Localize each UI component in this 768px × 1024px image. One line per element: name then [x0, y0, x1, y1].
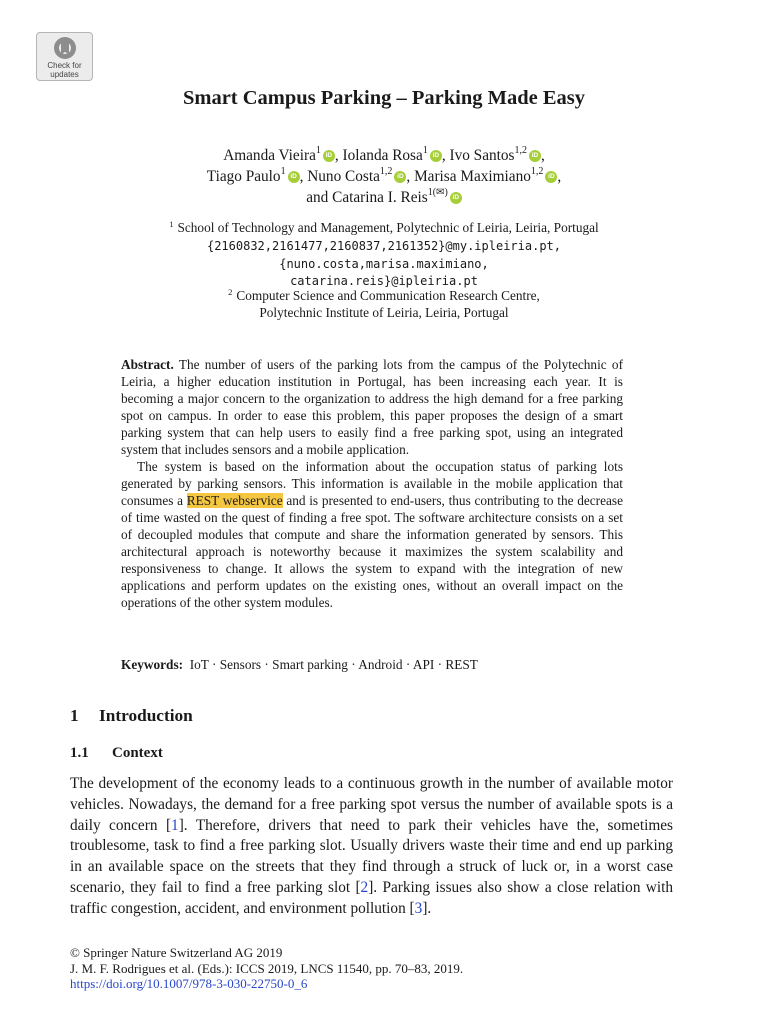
- email-line-2: {nuno.costa,marisa.maximiano,: [279, 257, 489, 271]
- check-for-updates-badge[interactable]: [36, 32, 93, 81]
- abstract-paragraph-2: The system is based on the information about the occupation status of parking lots generated by parking sensors. This information is available in the mobile application that consumes a REST webservice and is presented to end-users, thus contributing to the decrease of time wasted on the quest of finding a free spot. The software architecture consists on a set of decoupled modules that compute and share the information generated by sensors. This architectural approach is noteworthy because it maximizes the system scalability and responsiveness to change. It allows the system to expand with the integration of new applications and perform updates on the existing ones, without an overall impact on the operations of the other system modules.: [121, 459, 623, 610]
- author-line-1: Amanda Vieira$^1$iD , Iolanda Rosa$^1$iD , Ivo Santos$^{1,2}$iD ,: [223, 144, 545, 164]
- email-line-3: catarina.reis}@ipleiria.pt: [290, 274, 478, 288]
- citation-link[interactable]: 1: [171, 816, 179, 834]
- orcid-icon[interactable]: iD: [394, 171, 406, 183]
- paper-title: Smart Campus Parking – Parking Made Easy: [182, 87, 586, 109]
- author-line-3: and Catarina I. Reis$^{1(✉)}$iD: [0, 187, 768, 208]
- email-line-1: {2160832,2161477,2160837,2161352}@my.ipleiria.pt,: [206, 239, 561, 253]
- orcid-icon[interactable]: iD: [529, 150, 541, 162]
- keywords-label: Keywords:: [121, 657, 184, 672]
- author-name: Marisa Maximiano: [414, 168, 531, 185]
- abstract: [121, 356, 623, 611]
- orcid-icon[interactable]: iD: [430, 150, 442, 162]
- citation-link[interactable]: 2: [360, 878, 369, 896]
- affiliation-2: $^2$ Computer Science and Communication Research Centre,: [228, 286, 540, 303]
- abstract-label: Abstract.: [121, 357, 174, 372]
- highlighted-text: REST webservice: [186, 493, 283, 508]
- author-name: Nuno Costa: [307, 168, 380, 185]
- orcid-icon[interactable]: iD: [450, 192, 462, 204]
- affiliation-2-line-2: Polytechnic Institute of Leiria, Leiria, Portugal: [259, 305, 509, 320]
- abstract-paragraph-1: Abstract. The number of users of the parking lots from the campus of the Polytechnic of Leiria, a higher education institution in Portugal, has been increasing each year. It is becoming a major concern to the organization to address the high demand for a free parking spot on campus. In order to ease this problem, this paper proposes the design of a smart parking system that can help users to easily find a free parking spot, using an integrated system that includes sensors and a mobile application.: [121, 357, 623, 457]
- copyright-notice: © Springer Nature Switzerland AG 2019: [70, 945, 283, 960]
- mail-icon[interactable]: ✉: [436, 186, 445, 198]
- author-name: Ivo Santos: [449, 147, 515, 164]
- author-name: Iolanda Rosa: [342, 147, 423, 164]
- orcid-icon[interactable]: iD: [323, 150, 335, 162]
- subsection-heading: 1.1 Context: [70, 745, 163, 761]
- keywords: Keywords: IoT · Sensors · Smart parking · Android · API · REST: [121, 657, 478, 672]
- badge-line2: updates: [50, 70, 79, 79]
- author-name: Tiago Paulo: [206, 168, 281, 185]
- author-name: Catarina I. Reis: [332, 189, 428, 206]
- author-line-2: Tiago Paulo$^1$iD , Nuno Costa$^{1,2}$iD , Marisa Maximiano$^{1,2}$iD ,: [206, 165, 562, 185]
- affiliation-1: $^1$ School of Technology and Management, Polytechnic of Leiria, Leiria, Portugal: [169, 218, 599, 235]
- badge-line1: Check for: [47, 61, 82, 70]
- doi-link[interactable]: https://doi.org/10.1007/978-3-030-22750-0_6: [70, 976, 308, 991]
- citation-info: J. M. F. Rodrigues et al. (Eds.): ICCS 2019, LNCS 11540, pp. 70–83, 2019.: [70, 961, 464, 976]
- orcid-icon[interactable]: iD: [288, 171, 300, 183]
- orcid-icon[interactable]: iD: [545, 171, 557, 183]
- section-heading: 1 Introduction: [70, 706, 193, 725]
- intro-paragraph: The development of the economy leads to a continuous growth in the number of available motor vehicles. Nowadays, the demand for a free parking spot versus the number of available spots is a daily concern [1]. Therefore, drivers that need to park their vehicles have the, sometimes troublesome, task to find a free parking slot. Usually drivers waste their time and end up parking in an available space on the streets that they find through a struck of luck or, in a worst case scenario, they fail to find a free parking slot [2]. Parking issues also show a close relation with traffic congestion, accident, and environment pollution [3].: [70, 775, 674, 917]
- citation-link[interactable]: 3: [414, 899, 423, 917]
- author-name: Amanda Vieira: [223, 147, 316, 164]
